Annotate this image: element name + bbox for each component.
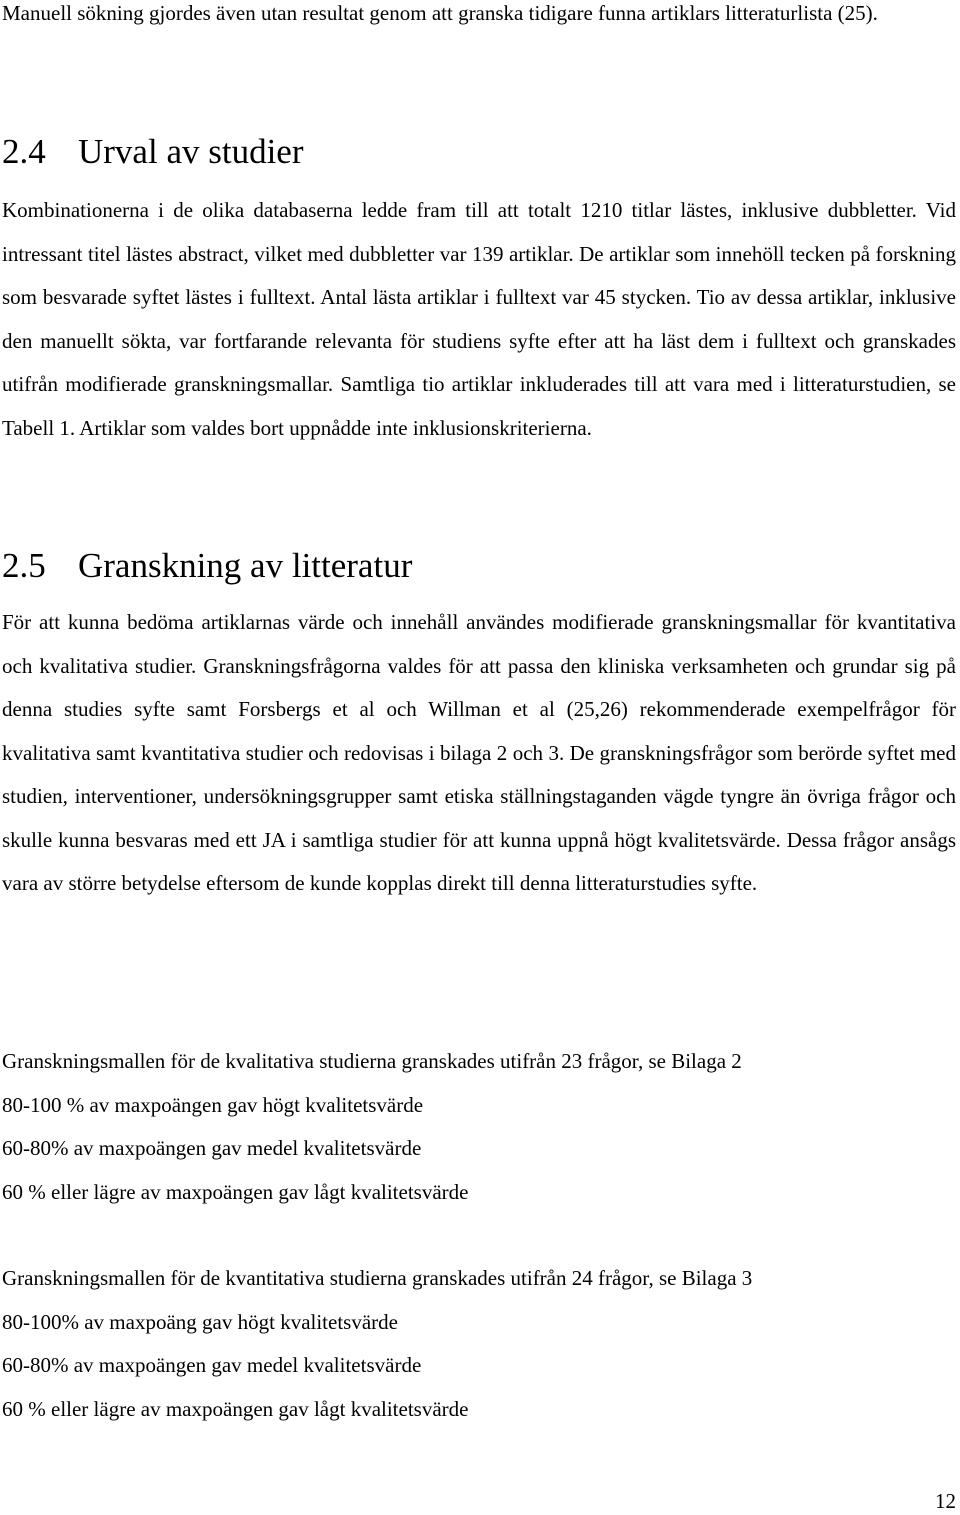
list-item: 60 % eller lägre av maxpoängen gav lågt kvalitetsvärde — [2, 1179, 469, 1204]
list-item: 60-80% av maxpoängen gav medel kvalitetsvärde — [2, 1353, 422, 1377]
section-2-5-paragraph: För att kunna bedöma artiklarnas värde och innehåll användes modifierade granskningsmallar för kvantitativa och kvalitativa studier. Granskningsfrågorna valdes för att passa den kliniska verksamheten och grundar sig på denna studies syfte samt Forsbergs et al och Willman et al (25,26) rekommenderade exempelfrågor för kvalitativa samt kvantitativa studier och redovisas i bilaga 2 och 3. De granskningsfrågor som berörde syftet med studien, interventioner, undersökningsgrupper samt etiska ställningstaganden vägde tyngre än övriga frågor och skulle kunna besvaras med ett JA i samtliga studier för att kunna uppnå högt kvalitetsvärde. Dessa frågor ansågs vara av större betydelse eftersom de kunde kopplas direkt till denna litteraturstudies syfte. — [2, 610, 956, 895]
section-heading-2-5 — [2, 546, 412, 586]
section-number: 2.5 — [2, 546, 46, 585]
list-item: 80-100% av maxpoäng gav högt kvalitetsvärde — [2, 1309, 398, 1334]
section-number: 2.4 — [2, 132, 46, 171]
list-item: 60 % eller lägre av maxpoängen gav lågt kvalitetsvärde — [2, 1396, 469, 1421]
intro-paragraph: Manuell sökning gjordes även utan resultat genom att granska tidigare funna artiklars litteraturlista (25). — [2, 1, 878, 25]
qualitative-template-heading: Granskningsmallen för de kvalitativa studierna granskades utifrån 23 frågor, se Bilaga 2 — [2, 1049, 742, 1073]
list-item: 60-80% av maxpoängen gav medel kvalitetsvärde — [2, 1136, 422, 1160]
section-title: Granskning av litteratur — [78, 546, 413, 585]
section-title: Urval av studier — [78, 132, 304, 171]
section-2-4-paragraph: Kombinationerna i de olika databaserna ledde fram till att totalt 1210 titlar lästes, inklusive dubbletter. Vid intressant titel lästes abstract, vilket med dubbletter var 139 artiklar. De artiklar som innehöll tecken på forskning som besvarade syftet lästes i fulltext. Antal lästa artiklar i fulltext var 45 stycken. Tio av dessa artiklar, inklusive den manuellt sökta, var fortfarande relevanta för studiens syfte efter att ha läst dem i fulltext och granskades utifrån modifierade granskningsmallar. Samtliga tio artiklar inkluderades till att vara med i litteraturstudien, se Tabell 1. Artiklar som valdes bort uppnådde inte inklusionskriterierna. — [2, 198, 956, 440]
page-number: 12 — [935, 1489, 956, 1513]
quantitative-template-heading: Granskningsmallen för de kvantitativa studierna granskades utifrån 24 frågor, se Bilaga 3 — [2, 1266, 753, 1290]
quantitative-template-block — [2, 1257, 956, 1431]
qualitative-template-block — [2, 1040, 956, 1214]
list-item: 80-100 % av maxpoängen gav högt kvalitetsvärde — [2, 1092, 424, 1117]
section-heading-2-4 — [2, 132, 303, 172]
